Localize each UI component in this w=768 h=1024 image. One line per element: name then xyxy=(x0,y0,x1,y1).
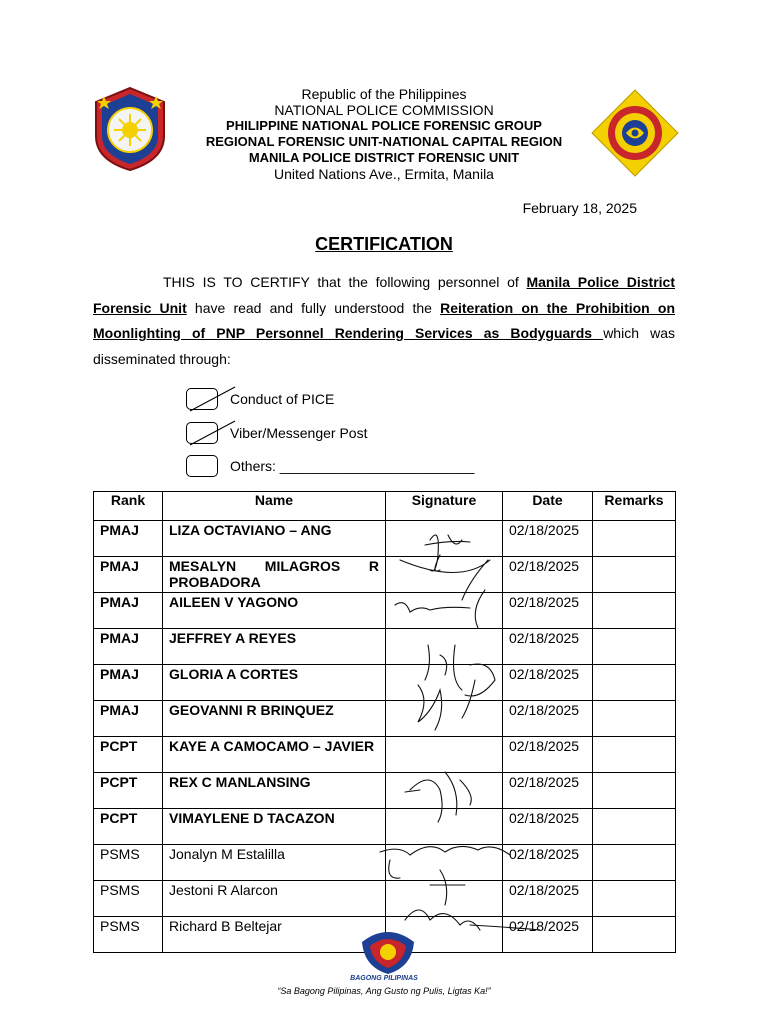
paragraph-part-3: which was disseminated through: xyxy=(93,325,675,367)
paragraph-subject: Reiteration on the Prohibition on Moonlighting of PNP Personnel Rendering Services as Bodyguards xyxy=(93,299,675,341)
table-row xyxy=(94,881,676,917)
cell-remarks xyxy=(593,629,676,665)
table-row xyxy=(94,629,676,665)
letterhead xyxy=(0,86,768,182)
table-row xyxy=(94,845,676,881)
table-row xyxy=(94,557,676,593)
cell-date: 02/18/2025 xyxy=(503,737,593,773)
column-header-name: Name xyxy=(163,492,386,521)
cell-rank: PSMS xyxy=(94,917,163,953)
cell-rank: PCPT xyxy=(94,737,163,773)
cell-signature xyxy=(386,773,503,809)
cell-name: GLORIA A CORTES xyxy=(163,665,386,701)
cell-name: Richard B Beltejar xyxy=(163,917,386,953)
paragraph-unit-name: Manila Police District Forensic Unit xyxy=(93,274,675,316)
cell-date: 02/18/2025 xyxy=(503,629,593,665)
checkbox-unchecked[interactable] xyxy=(186,455,218,477)
option-viber-messenger-post[interactable] xyxy=(186,421,367,445)
cell-date: 02/18/2025 xyxy=(503,701,593,737)
certification-paragraph xyxy=(93,270,675,372)
footer-logo-caption: BAGONG PILIPINAS xyxy=(350,975,418,982)
checkbox-checked[interactable] xyxy=(186,422,218,444)
column-header-rank: Rank xyxy=(94,492,163,521)
cell-date: 02/18/2025 xyxy=(503,521,593,557)
cell-remarks xyxy=(593,773,676,809)
cell-signature xyxy=(386,845,503,881)
cell-remarks xyxy=(593,917,676,953)
cell-rank: PMAJ xyxy=(94,557,163,593)
cell-name: KAYE A CAMOCAMO – JAVIER xyxy=(163,737,386,773)
cell-date: 02/18/2025 xyxy=(503,665,593,701)
cell-remarks xyxy=(593,521,676,557)
table-header-row xyxy=(94,492,676,521)
column-header-signature: Signature xyxy=(386,492,503,521)
table-row xyxy=(94,593,676,629)
cell-name: MESALYN MILAGROS R PROBADORA xyxy=(163,557,386,593)
option-label: Conduct of PICE xyxy=(230,391,335,407)
cell-name: Jestoni R Alarcon xyxy=(163,881,386,917)
option-label: Viber/Messenger Post xyxy=(230,425,368,441)
paragraph-part-1: THIS IS TO CERTIFY that the following personnel of xyxy=(163,274,527,290)
cell-date: 02/18/2025 xyxy=(503,917,593,953)
letterhead-line-napolcom: NATIONAL POLICE COMMISSION xyxy=(274,102,494,118)
cell-signature xyxy=(386,521,503,557)
cell-remarks xyxy=(593,665,676,701)
cell-rank: PSMS xyxy=(94,845,163,881)
cell-rank: PMAJ xyxy=(94,629,163,665)
cell-date: 02/18/2025 xyxy=(503,593,593,629)
cell-rank: PCPT xyxy=(94,773,163,809)
cell-remarks xyxy=(593,737,676,773)
footer-motto: “Sa Bagong Pilipinas, Ang Gusto ng Pulis, Ligtas Ka!” xyxy=(277,986,491,996)
cell-name: Jonalyn M Estalilla xyxy=(163,845,386,881)
cell-name: GEOVANNI R BRINQUEZ xyxy=(163,701,386,737)
cell-rank: PSMS xyxy=(94,881,163,917)
document-date: February 18, 2025 xyxy=(522,200,637,216)
cell-remarks xyxy=(593,845,676,881)
cell-signature xyxy=(386,557,503,593)
paragraph-part-2: have read and fully understood the xyxy=(186,299,441,316)
cell-signature xyxy=(386,701,503,737)
table-row xyxy=(94,665,676,701)
cell-rank: PMAJ xyxy=(94,701,163,737)
option-conduct-of-pice[interactable] xyxy=(186,387,334,411)
cell-date: 02/18/2025 xyxy=(503,557,593,593)
cell-rank: PMAJ xyxy=(94,665,163,701)
cell-remarks xyxy=(593,809,676,845)
cell-date: 02/18/2025 xyxy=(503,773,593,809)
letterhead-line-republic: Republic of the Philippines xyxy=(301,86,467,102)
cell-rank: PMAJ xyxy=(94,521,163,557)
letterhead-line-pnpfg: PHILIPPINE NATIONAL POLICE FORENSIC GROUP xyxy=(226,118,542,133)
table-row xyxy=(94,737,676,773)
table-row xyxy=(94,773,676,809)
cell-remarks xyxy=(593,701,676,737)
checkmark-icon xyxy=(187,415,237,449)
table-row xyxy=(94,701,676,737)
cell-name: VIMAYLENE D TACAZON xyxy=(163,809,386,845)
checkmark-icon xyxy=(187,381,237,415)
table-row xyxy=(94,521,676,557)
cell-date: 02/18/2025 xyxy=(503,881,593,917)
cell-signature xyxy=(386,593,503,629)
cell-remarks xyxy=(593,593,676,629)
column-header-remarks: Remarks xyxy=(593,492,676,521)
cell-rank: PMAJ xyxy=(94,593,163,629)
cell-signature xyxy=(386,737,503,773)
cell-remarks xyxy=(593,557,676,593)
cell-name: REX C MANLANSING xyxy=(163,773,386,809)
cell-signature xyxy=(386,665,503,701)
document-title: CERTIFICATION xyxy=(315,234,453,254)
letterhead-line-mpd: MANILA POLICE DISTRICT FORENSIC UNIT xyxy=(248,150,520,165)
cell-name: JEFFREY A REYES xyxy=(163,629,386,665)
letterhead-line-rfu: REGIONAL FORENSIC UNIT-NATIONAL CAPITAL REGION xyxy=(205,134,563,149)
column-header-date: Date xyxy=(503,492,593,521)
option-label: Others: _________________________ xyxy=(230,458,475,474)
checkbox-checked[interactable] xyxy=(186,388,218,410)
cell-name: LIZA OCTAVIANO – ANG xyxy=(163,521,386,557)
cell-date: 02/18/2025 xyxy=(503,845,593,881)
cell-name: AILEEN V YAGONO xyxy=(163,593,386,629)
cell-rank: PCPT xyxy=(94,809,163,845)
table-row xyxy=(94,809,676,845)
cell-signature xyxy=(386,629,503,665)
cell-signature xyxy=(386,881,503,917)
letterhead-line-address: United Nations Ave., Ermita, Manila xyxy=(274,166,494,182)
cell-remarks xyxy=(593,881,676,917)
bagong-pilipinas-logo xyxy=(352,922,424,978)
cell-date: 02/18/2025 xyxy=(503,809,593,845)
personnel-table xyxy=(93,491,676,953)
option-others[interactable] xyxy=(186,454,474,478)
cell-signature xyxy=(386,809,503,845)
